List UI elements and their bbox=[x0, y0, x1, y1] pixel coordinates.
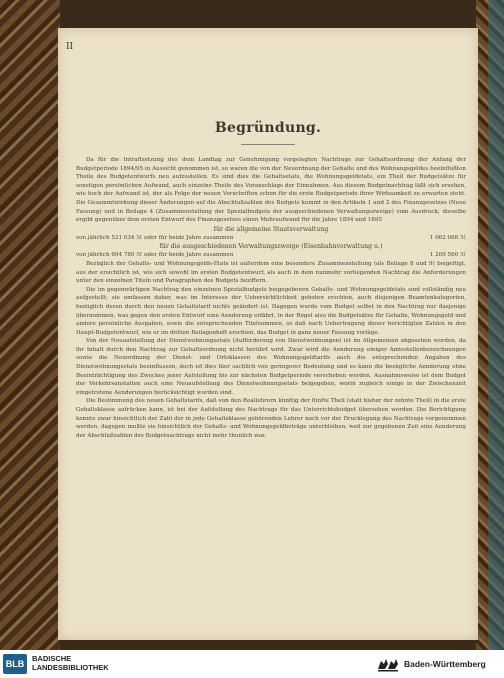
blb-name-line2: LANDESBIBLIOTHEK bbox=[32, 663, 109, 672]
blb-name[interactable] bbox=[32, 654, 109, 672]
blb-logo[interactable]: BLB bbox=[3, 654, 27, 674]
page-heading: Begründung. bbox=[214, 120, 322, 136]
amount-line bbox=[76, 251, 466, 260]
document-page bbox=[58, 28, 478, 640]
page-number: II bbox=[66, 42, 74, 52]
amount-line-text: von jährlich 531 034 ℳ oder für beide Jahre zusammen bbox=[76, 234, 234, 241]
paragraph: Bezüglich der Gehalts- und Wohnungsgelds-Etats ist außerdem eine besondere Zusammenstellung (als Beilage 8 und 9) beigefügt, aus der ersichtlich ist, wie sich sowohl im ersten Budgetentwurf, als auch in dem nunmehr vorliegenden Nachtrag die Anforderungen unter den einzelnen Titeln und Paragraphen des Budgets beziffern. bbox=[76, 260, 466, 285]
baden-wuerttemberg-label[interactable]: Baden-Württemberg bbox=[404, 659, 486, 669]
amount-value: 1 209 560 ℳ bbox=[429, 252, 466, 259]
marbled-cover-left bbox=[0, 0, 60, 650]
section-label-allgemein: für die allgemeine Staatsverwaltung bbox=[213, 225, 329, 233]
section-label-ausgeschieden: für die ausgeschiedenen Verwaltungszweige (Eisenbahnverwaltung u.) bbox=[159, 243, 383, 251]
document-body bbox=[76, 156, 466, 440]
book-spine bbox=[488, 0, 504, 650]
blb-name-line1: BADISCHE bbox=[32, 654, 72, 663]
paragraph: Die im gegenwärtigen Nachtrag den einzelnen Spezialbudgets beigegebenen Gehalts- und Wohnungsgeldetats sind vollständig neu aufgestellt; sie umfassen daher, was im Interesse der Uebersichtlichkeit geboten erschien, auch diejenigen Beamtenkategorien, bezüglich deren durch den neuen Gehaltstarif nichts geändert ist. Dagegen wurde vom Budget selbst in den Nachtrag nur dasjenige übernommen, was gegen den ersten Entwurf eine Aenderung erfährt, in der Regel also die Budgetsätze für Gehalte, Wohnungsgeld und andere persönliche Ausgaben, sowie die entsprechenden Titelsummen, so daß nach Uebertragung dieser berichtigten Zahlen in den Haupt-Budgetentwurf, wie er im dritten Beilagenheft erschien, das Budget in ganz neuer Fassung vorläge. bbox=[76, 286, 466, 336]
heading-rule bbox=[241, 144, 295, 145]
paragraph: Von der Neuaufstellung der Dienstwohnungsetats (Aufforderung von Dienstwohnungen) ist im Allgemeinen abgesehen worden, da ihr Inhalt durch den Nachtrag zur Gehaltsordnung nicht berührt wird. Zwar wird die Aenderung einiger Amtsstellenbezeichnungen sowie die Neuordnung der Dienst- und Ortsklassen des Wohnungsgeldtarifs auch die entsprechenden Angaben des Dienstwohnungsetats beeinflussen, doch ist dies hier sachlich von geringerer Bedeutung und es kann die bezügliche Aenderung ohne Beeinträchtigung des Zweckes jener Aufstellung bis zur nächsten Budgetperiode verschoben werden. Ausnahmsweise ist dem Budget der Verkehrsanstalten auch eine Neuaufstellung des Dienstwohnungsetats beigegeben, worin zugleich einige in der Zwischenzeit eingetretene Aenderungen berücksichtigt worden sind. bbox=[76, 338, 466, 396]
amount-value: 1 062 068 ℳ bbox=[429, 234, 466, 241]
amount-line-text: von jährlich 604 780 ℳ oder für beide Jahre zusammen bbox=[76, 252, 234, 259]
amount-line bbox=[76, 234, 466, 243]
paragraph: Die Bestimmung des neuen Gehaltstarifs, daß von den Reallehrern künftig der fünfte Theil (statt bisher der zehnte Theil) in die erste Gehaltsklasse aufrücken kann, ist bei der Aufstellung des Nachtrags für das Unterrichtsbudget übersehen worden. Die Berichtigung konnte zwar hinsichtlich der Zahl der in jede Gehaltsklasse gehörenden Lehrer noch vor der Drucklegung des Nachtrags vorgenommen werden, dagegen mußte sie hinsichtlich der Gehalts- und Wohnungsgeldbeträge unterbleiben, weil zur gegebenen Zeit eine Aenderung der Abschlußzahlen des Budgetnachtrags nicht mehr thunlich war. bbox=[76, 398, 466, 439]
baden-wuerttemberg-lions-icon bbox=[376, 655, 400, 673]
paragraph: Da für die Intraftsetzung des dem Landtag zur Genehmigung vorgelegten Nachtrags zur Gehaltsordnung der Anfang der Budgetperiode 1894/95 in Aussicht genommen ist, so waren die von der Neuordnung der Gehalte und des Wohnungsgeldes beeinflußten Theile des Budgetentwurfs neu aufzustellen. Es sind dies die Gehaltsetats, die Wohnungsgeldetats, ein Theil der Budgetsätze für sonstigen persönlichen Aufwand, auch einzelne Theile des Voranschlags der Einnahmen. Aus diesem Budgetnachtrag läßt sich ersehen, wie hoch der Aufwand ist, der als Folge der neuen Vorschriften schon für die erste Budgetperiode ihrer Wirksamkeit zu erwarten steht. Die Gesammtwirkung dieser Änderungen auf die Abschlußzahlen des Budgets kommt in den Artikeln 1 und 2 des Finanzgesetzes (Neue Fassung) und in Beilage 4 (Zusammenstellung der Spezialbudgets der ausgeschiedenen Verwaltungszweige) zum Ausdruck; dieselbe ergibt gegenüber dem ersten Entwurf des Finanzgesetzes einen Mehraufwand für die Jahre 1894 und 1895 bbox=[76, 157, 466, 224]
